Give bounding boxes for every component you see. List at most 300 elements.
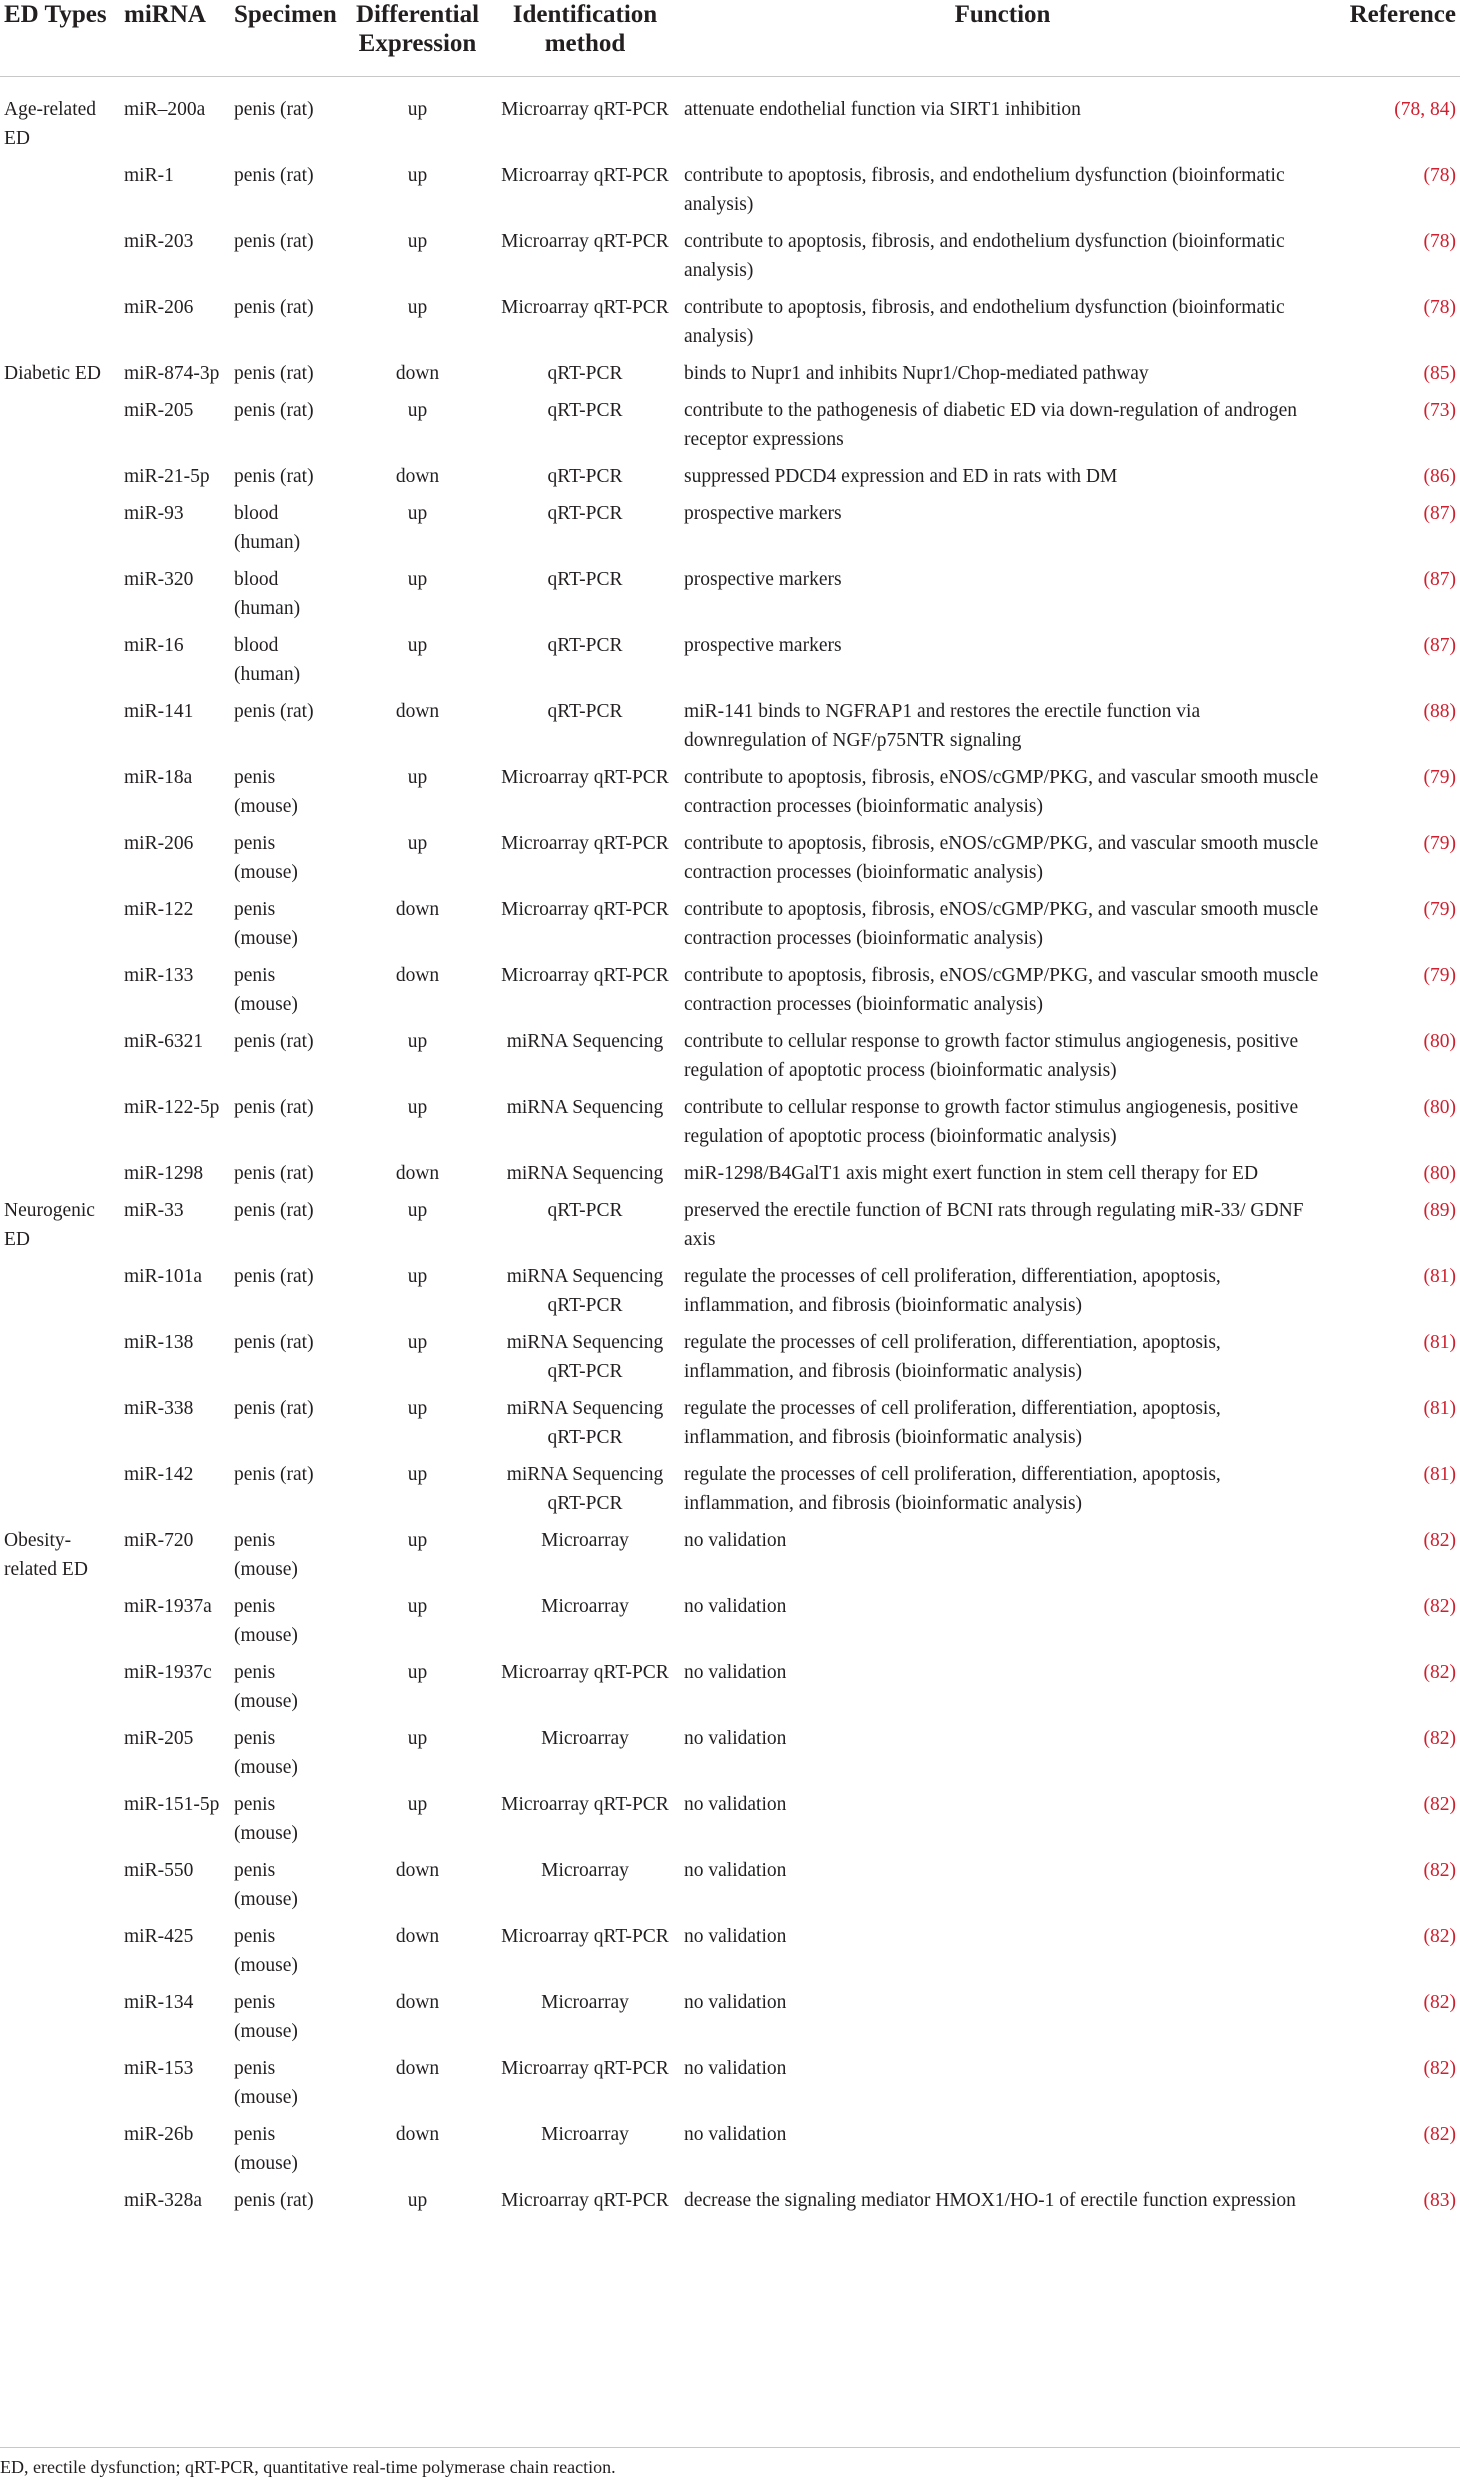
cell-ed-type [0, 462, 120, 499]
cell-specimen: penis (mouse) [234, 1595, 298, 1646]
table-row [0, 1262, 1460, 1328]
reference-close-paren: ) [1449, 1162, 1456, 1184]
cell-ed-type [0, 2120, 120, 2186]
footnote-divider [0, 2447, 1460, 2448]
reference-close-paren: ) [1449, 568, 1456, 590]
reference-close-paren: ) [1449, 2123, 1456, 2145]
table-row [0, 895, 1460, 961]
reference-open-paren: ( [1423, 1463, 1430, 1485]
cell-mirna: miR-142 [124, 1463, 194, 1485]
cell-ed-type [0, 1328, 120, 1394]
reference-link[interactable]: 86 [1430, 465, 1450, 487]
reference-open-paren: ( [1423, 964, 1430, 986]
reference-link[interactable]: 78 [1430, 164, 1450, 186]
cell-differential-expression: up [407, 1096, 428, 1118]
cell-identification-method: Microarray qRT-PCR [501, 2057, 669, 2079]
cell-differential-expression: up [407, 2189, 428, 2211]
cell-ed-type: Age-related ED [4, 98, 97, 149]
cell-reference [1325, 1093, 1460, 1159]
reference-open-paren: ( [1423, 1859, 1430, 1881]
reference-link[interactable]: 80 [1430, 1162, 1450, 1184]
reference-link[interactable]: 81 [1430, 1397, 1450, 1419]
table-row [0, 499, 1460, 565]
table-row [0, 1526, 1460, 1592]
cell-mirna: miR-122-5p [124, 1096, 220, 1118]
reference-open-paren: ( [1423, 296, 1430, 318]
cell-reference [1325, 631, 1460, 697]
cell-ed-type [0, 1592, 120, 1658]
reference-link[interactable]: 78 [1430, 230, 1450, 252]
cell-reference [1325, 1159, 1460, 1196]
cell-specimen: penis (mouse) [234, 1859, 298, 1910]
header-function: Function [680, 0, 1325, 76]
cell-function: no validation [684, 1925, 787, 1947]
cell-identification-method: Microarray qRT-PCR [501, 898, 669, 920]
reference-open-paren: ( [1423, 2057, 1430, 2079]
cell-identification-method: Microarray qRT-PCR [501, 766, 669, 788]
reference-open-paren: ( [1423, 164, 1430, 186]
reference-close-paren: ) [1449, 1991, 1456, 2013]
reference-link[interactable]: 82 [1430, 1727, 1450, 1749]
reference-link[interactable]: 85 [1430, 362, 1450, 384]
cell-reference [1325, 499, 1460, 565]
cell-identification-method: miRNA Sequencing qRT-PCR [506, 1463, 664, 1514]
cell-reference [1325, 1724, 1460, 1790]
cell-specimen: penis (rat) [234, 1199, 314, 1221]
cell-differential-expression: up [407, 164, 428, 186]
reference-open-paren: ( [1423, 362, 1430, 384]
cell-function: regulate the processes of cell proliferation, differentiation, apoptosis, inflammation, and fibrosis (bioinformatic analysis) [684, 1265, 1221, 1316]
cell-differential-expression: up [407, 1331, 428, 1353]
cell-reference [1325, 1196, 1460, 1262]
reference-open-paren: ( [1423, 1397, 1430, 1419]
table-row [0, 1988, 1460, 2054]
cell-ed-type [0, 631, 120, 697]
reference-open-paren: ( [1423, 230, 1430, 252]
table-header-row [0, 0, 1460, 76]
cell-identification-method: miRNA Sequencing qRT-PCR [506, 1331, 664, 1382]
cell-specimen: penis (rat) [234, 399, 314, 421]
table-row [0, 2054, 1460, 2120]
reference-open-paren: ( [1423, 1030, 1430, 1052]
table-row [0, 1394, 1460, 1460]
cell-mirna: miR-21-5p [124, 465, 210, 487]
cell-identification-method: Microarray qRT-PCR [501, 1661, 669, 1683]
cell-specimen: penis (mouse) [234, 964, 298, 1015]
reference-link[interactable]: 81 [1430, 1331, 1450, 1353]
cell-mirna: miR-153 [124, 2057, 194, 2079]
cell-differential-expression: up [407, 1595, 428, 1617]
table-row [0, 1027, 1460, 1093]
cell-differential-expression: down [395, 2123, 440, 2145]
table-row [0, 1658, 1460, 1724]
cell-identification-method: miRNA Sequencing [506, 1030, 664, 1052]
cell-identification-method: Microarray [541, 1529, 629, 1551]
cell-specimen: blood (human) [234, 568, 301, 619]
cell-function: contribute to apoptosis, fibrosis, eNOS/cGMP/PKG, and vascular smooth muscle contraction processes (bioinformatic analysis) [684, 964, 1319, 1015]
header-differential-expression: Differential Expression [345, 0, 490, 76]
cell-mirna: miR-1937a [124, 1595, 212, 1617]
cell-identification-method: qRT-PCR [547, 568, 623, 590]
cell-identification-method: Microarray qRT-PCR [501, 296, 669, 318]
reference-open-paren: ( [1423, 1991, 1430, 2013]
table-row [0, 1328, 1460, 1394]
cell-ed-type: Diabetic ED [4, 362, 101, 384]
reference-open-paren: ( [1423, 832, 1430, 854]
cell-differential-expression: up [407, 98, 428, 120]
cell-differential-expression: up [407, 1793, 428, 1815]
table-row [0, 1460, 1460, 1526]
reference-link[interactable]: 79 [1430, 898, 1450, 920]
cell-specimen: penis (rat) [234, 465, 314, 487]
cell-specimen: penis (rat) [234, 700, 314, 722]
cell-reference [1325, 161, 1460, 227]
cell-mirna: miR-16 [124, 634, 184, 656]
cell-function: regulate the processes of cell proliferation, differentiation, apoptosis, inflammation, and fibrosis (bioinformatic analysis) [684, 1463, 1221, 1514]
reference-open-paren: ( [1423, 2123, 1430, 2145]
cell-function: decrease the signaling mediator HMOX1/HO-1 of erectile function expression [684, 2189, 1296, 2211]
reference-link[interactable]: 79 [1430, 832, 1450, 854]
cell-function: no validation [684, 1727, 787, 1749]
reference-link[interactable]: 88 [1430, 700, 1450, 722]
cell-mirna: miR-1937c [124, 1661, 212, 1683]
cell-mirna: miR-138 [124, 1331, 194, 1353]
table-row [0, 1922, 1460, 1988]
reference-close-paren: ) [1449, 766, 1456, 788]
cell-reference [1325, 95, 1460, 161]
cell-ed-type [0, 499, 120, 565]
cell-differential-expression: down [395, 898, 440, 920]
reference-link[interactable]: 73 [1430, 399, 1450, 421]
reference-close-paren: ) [1449, 164, 1456, 186]
cell-differential-expression: up [407, 766, 428, 788]
cell-specimen: penis (mouse) [234, 2123, 298, 2174]
cell-specimen: penis (mouse) [234, 1661, 298, 1712]
cell-specimen: penis (mouse) [234, 1925, 298, 1976]
cell-function: no validation [684, 2057, 787, 2079]
reference-close-paren: ) [1449, 1661, 1456, 1683]
reference-open-paren: ( [1423, 465, 1430, 487]
table-body [0, 76, 1460, 2223]
reference-link[interactable]: 89 [1430, 1199, 1450, 1221]
cell-reference [1325, 1988, 1460, 2054]
reference-close-paren: ) [1449, 230, 1456, 252]
cell-function: attenuate endothelial function via SIRT1 inhibition [684, 98, 1081, 120]
cell-differential-expression: up [407, 1727, 428, 1749]
cell-reference [1325, 961, 1460, 1027]
cell-specimen: penis (mouse) [234, 1529, 298, 1580]
cell-specimen: penis (rat) [234, 1096, 314, 1118]
cell-differential-expression: up [407, 1529, 428, 1551]
reference-close-paren: ) [1449, 898, 1456, 920]
cell-ed-type [0, 1159, 120, 1196]
reference-link[interactable]: 82 [1430, 1859, 1450, 1881]
reference-close-paren: ) [1449, 1199, 1456, 1221]
cell-reference [1325, 2120, 1460, 2186]
cell-mirna: miR-550 [124, 1859, 194, 1881]
cell-function: contribute to apoptosis, fibrosis, eNOS/cGMP/PKG, and vascular smooth muscle contraction processes (bioinformatic analysis) [684, 832, 1319, 883]
cell-reference [1325, 293, 1460, 359]
reference-open-paren: ( [1423, 1925, 1430, 1947]
cell-ed-type [0, 1988, 120, 2054]
cell-reference [1325, 829, 1460, 895]
reference-open-paren: ( [1423, 2189, 1430, 2211]
cell-function: prospective markers [684, 502, 842, 524]
cell-reference [1325, 396, 1460, 462]
cell-ed-type [0, 1658, 120, 1724]
reference-link[interactable]: 82 [1430, 2123, 1450, 2145]
table-row [0, 829, 1460, 895]
cell-differential-expression: up [407, 399, 428, 421]
cell-differential-expression: down [395, 964, 440, 986]
cell-identification-method: Microarray [541, 1859, 629, 1881]
cell-function: miR-1298/B4GalT1 axis might exert function in stem cell therapy for ED [684, 1162, 1259, 1184]
cell-reference [1325, 462, 1460, 499]
cell-specimen: penis (rat) [234, 2189, 314, 2211]
cell-differential-expression: up [407, 1397, 428, 1419]
cell-ed-type [0, 565, 120, 631]
cell-differential-expression: down [395, 1162, 440, 1184]
cell-ed-type [0, 895, 120, 961]
table-row [0, 1856, 1460, 1922]
cell-function: regulate the processes of cell proliferation, differentiation, apoptosis, inflammation, and fibrosis (bioinformatic analysis) [684, 1331, 1221, 1382]
reference-link[interactable]: 82 [1430, 1925, 1450, 1947]
reference-close-paren: ) [1449, 1331, 1456, 1353]
cell-reference [1325, 1027, 1460, 1093]
cell-function: contribute to the pathogenesis of diabetic ED via down-regulation of androgen receptor expressions [684, 399, 1297, 450]
reference-open-paren: ( [1423, 1661, 1430, 1683]
reference-link[interactable]: 81 [1430, 1265, 1450, 1287]
cell-mirna: miR-874-3p [124, 362, 220, 384]
reference-close-paren: ) [1449, 1096, 1456, 1118]
cell-specimen: penis (rat) [234, 1397, 314, 1419]
cell-differential-expression: up [407, 1199, 428, 1221]
reference-link[interactable]: 78, 84 [1400, 98, 1450, 120]
cell-function: contribute to apoptosis, fibrosis, and endothelium dysfunction (bioinformatic analysis) [684, 296, 1285, 347]
cell-identification-method: qRT-PCR [547, 465, 623, 487]
cell-function: contribute to apoptosis, fibrosis, eNOS/cGMP/PKG, and vascular smooth muscle contraction processes (bioinformatic analysis) [684, 898, 1319, 949]
cell-identification-method: Microarray qRT-PCR [501, 230, 669, 252]
cell-specimen: penis (mouse) [234, 832, 298, 883]
cell-mirna: miR-206 [124, 296, 194, 318]
cell-mirna: miR-206 [124, 832, 194, 854]
cell-mirna: miR-141 [124, 700, 194, 722]
table-row [0, 95, 1460, 161]
table-row [0, 1093, 1460, 1159]
reference-link[interactable]: 82 [1430, 1529, 1450, 1551]
cell-specimen: penis (mouse) [234, 766, 298, 817]
cell-specimen: penis (rat) [234, 1463, 314, 1485]
cell-reference [1325, 1658, 1460, 1724]
reference-link[interactable]: 79 [1430, 964, 1450, 986]
table-row [0, 1790, 1460, 1856]
cell-identification-method: Microarray qRT-PCR [501, 1925, 669, 1947]
reference-link[interactable]: 87 [1430, 568, 1450, 590]
cell-specimen: penis (rat) [234, 296, 314, 318]
reference-open-paren: ( [1423, 1162, 1430, 1184]
cell-function: contribute to apoptosis, fibrosis, and endothelium dysfunction (bioinformatic analysis) [684, 230, 1285, 281]
cell-differential-expression: up [407, 568, 428, 590]
cell-differential-expression: up [407, 296, 428, 318]
reference-open-paren: ( [1423, 700, 1430, 722]
reference-close-paren: ) [1449, 2189, 1456, 2211]
reference-link[interactable]: 83 [1430, 2189, 1450, 2211]
cell-identification-method: Microarray [541, 1595, 629, 1617]
cell-ed-type [0, 1460, 120, 1526]
reference-open-paren: ( [1423, 1331, 1430, 1353]
cell-identification-method: Microarray [541, 1727, 629, 1749]
reference-close-paren: ) [1449, 832, 1456, 854]
reference-link[interactable]: 81 [1430, 1463, 1450, 1485]
cell-ed-type [0, 227, 120, 293]
reference-open-paren: ( [1423, 1265, 1430, 1287]
cell-ed-type [0, 697, 120, 763]
reference-close-paren: ) [1449, 1859, 1456, 1881]
cell-identification-method: Microarray qRT-PCR [501, 832, 669, 854]
cell-specimen: penis (rat) [234, 98, 314, 120]
cell-differential-expression: down [395, 1859, 440, 1881]
cell-ed-type [0, 1724, 120, 1790]
reference-link[interactable]: 79 [1430, 766, 1450, 788]
reference-open-paren: ( [1423, 1096, 1430, 1118]
cell-ed-type [0, 161, 120, 227]
cell-differential-expression: down [395, 700, 440, 722]
reference-close-paren: ) [1449, 1265, 1456, 1287]
reference-close-paren: ) [1449, 502, 1456, 524]
cell-identification-method: Microarray qRT-PCR [501, 964, 669, 986]
table-row [0, 565, 1460, 631]
cell-differential-expression: down [395, 362, 440, 384]
cell-ed-type [0, 396, 120, 462]
cell-ed-type [0, 829, 120, 895]
cell-ed-type [0, 1856, 120, 1922]
cell-differential-expression: up [407, 832, 428, 854]
cell-reference [1325, 1328, 1460, 1394]
cell-reference [1325, 1460, 1460, 1526]
table-row [0, 961, 1460, 1027]
cell-mirna: miR-122 [124, 898, 194, 920]
cell-differential-expression: up [407, 1661, 428, 1683]
reference-open-paren: ( [1423, 1529, 1430, 1551]
reference-close-paren: ) [1449, 1529, 1456, 1551]
cell-identification-method: miRNA Sequencing qRT-PCR [506, 1397, 664, 1448]
reference-link[interactable]: 87 [1430, 502, 1450, 524]
cell-ed-type [0, 293, 120, 359]
cell-function: no validation [684, 1661, 787, 1683]
reference-link[interactable]: 87 [1430, 634, 1450, 656]
cell-differential-expression: up [407, 634, 428, 656]
cell-reference [1325, 697, 1460, 763]
cell-reference [1325, 1394, 1460, 1460]
reference-close-paren: ) [1449, 964, 1456, 986]
reference-link[interactable]: 82 [1430, 1661, 1450, 1683]
cell-specimen: blood (human) [234, 502, 301, 553]
cell-specimen: penis (rat) [234, 1162, 314, 1184]
reference-close-paren: ) [1449, 1793, 1456, 1815]
cell-function: regulate the processes of cell proliferation, differentiation, apoptosis, inflammation, and fibrosis (bioinformatic analysis) [684, 1397, 1221, 1448]
cell-mirna: miR-33 [124, 1199, 184, 1221]
cell-mirna: miR-6321 [124, 1030, 204, 1052]
cell-function: prospective markers [684, 634, 842, 656]
table-row [0, 227, 1460, 293]
cell-function: contribute to apoptosis, fibrosis, eNOS/cGMP/PKG, and vascular smooth muscle contraction processes (bioinformatic analysis) [684, 766, 1319, 817]
reference-link[interactable]: 82 [1430, 2057, 1450, 2079]
cell-ed-type [0, 763, 120, 829]
cell-reference [1325, 1856, 1460, 1922]
cell-specimen: blood (human) [234, 634, 301, 685]
reference-link[interactable]: 82 [1430, 1793, 1450, 1815]
cell-mirna: miR-720 [124, 1529, 194, 1551]
cell-identification-method: miRNA Sequencing [506, 1096, 664, 1118]
cell-function: contribute to apoptosis, fibrosis, and endothelium dysfunction (bioinformatic analysis) [684, 164, 1285, 215]
cell-mirna: miR-205 [124, 399, 194, 421]
cell-function: prospective markers [684, 568, 842, 590]
cell-identification-method: Microarray [541, 2123, 629, 2145]
cell-ed-type [0, 2054, 120, 2120]
reference-close-paren: ) [1449, 362, 1456, 384]
reference-link[interactable]: 78 [1430, 296, 1450, 318]
cell-mirna: miR-101a [124, 1265, 202, 1287]
reference-link[interactable]: 80 [1430, 1096, 1450, 1118]
cell-function: miR-141 binds to NGFRAP1 and restores the erectile function via downregulation of NGF/p75NTR signaling [684, 700, 1201, 751]
reference-close-paren: ) [1449, 465, 1456, 487]
cell-mirna: miR–200a [124, 98, 206, 120]
cell-identification-method: Microarray qRT-PCR [501, 98, 669, 120]
cell-reference [1325, 2054, 1460, 2120]
reference-open-paren: ( [1423, 1595, 1430, 1617]
reference-open-paren: ( [1423, 568, 1430, 590]
cell-identification-method: qRT-PCR [547, 634, 623, 656]
cell-mirna: miR-320 [124, 568, 194, 590]
reference-open-paren: ( [1423, 766, 1430, 788]
cell-specimen: penis (rat) [234, 1331, 314, 1353]
cell-mirna: miR-151-5p [124, 1793, 220, 1815]
cell-ed-type: Neurogenic ED [4, 1199, 95, 1250]
cell-reference [1325, 1526, 1460, 1592]
cell-differential-expression: up [407, 1463, 428, 1485]
cell-mirna: miR-18a [124, 766, 193, 788]
reference-open-paren: ( [1423, 1793, 1430, 1815]
cell-mirna: miR-134 [124, 1991, 194, 2013]
reference-link[interactable]: 80 [1430, 1030, 1450, 1052]
reference-link[interactable]: 82 [1430, 1595, 1450, 1617]
reference-open-paren: ( [1423, 1199, 1430, 1221]
reference-close-paren: ) [1449, 1925, 1456, 1947]
cell-identification-method: Microarray qRT-PCR [501, 2189, 669, 2211]
reference-close-paren: ) [1449, 1397, 1456, 1419]
cell-mirna: miR-1298 [124, 1162, 204, 1184]
reference-close-paren: ) [1449, 98, 1456, 120]
header-identification-method: Identification method [490, 0, 680, 76]
cell-reference [1325, 763, 1460, 829]
cell-differential-expression: down [395, 1925, 440, 1947]
table-footnote: ED, erectile dysfunction; qRT-PCR, quantitative real-time polymerase chain reaction. [0, 2457, 616, 2477]
cell-ed-type [0, 1922, 120, 1988]
table-row [0, 359, 1460, 396]
cell-ed-type [0, 961, 120, 1027]
table-row [0, 1159, 1460, 1196]
reference-link[interactable]: 82 [1430, 1991, 1450, 2013]
reference-close-paren: ) [1449, 1030, 1456, 1052]
cell-specimen: penis (mouse) [234, 1727, 298, 1778]
reference-close-paren: ) [1449, 399, 1456, 421]
header-reference: Reference [1325, 0, 1460, 76]
cell-function: suppressed PDCD4 expression and ED in rats with DM [684, 465, 1118, 487]
reference-close-paren: ) [1449, 2057, 1456, 2079]
reference-close-paren: ) [1449, 296, 1456, 318]
cell-function: no validation [684, 1859, 787, 1881]
cell-reference [1325, 1592, 1460, 1658]
